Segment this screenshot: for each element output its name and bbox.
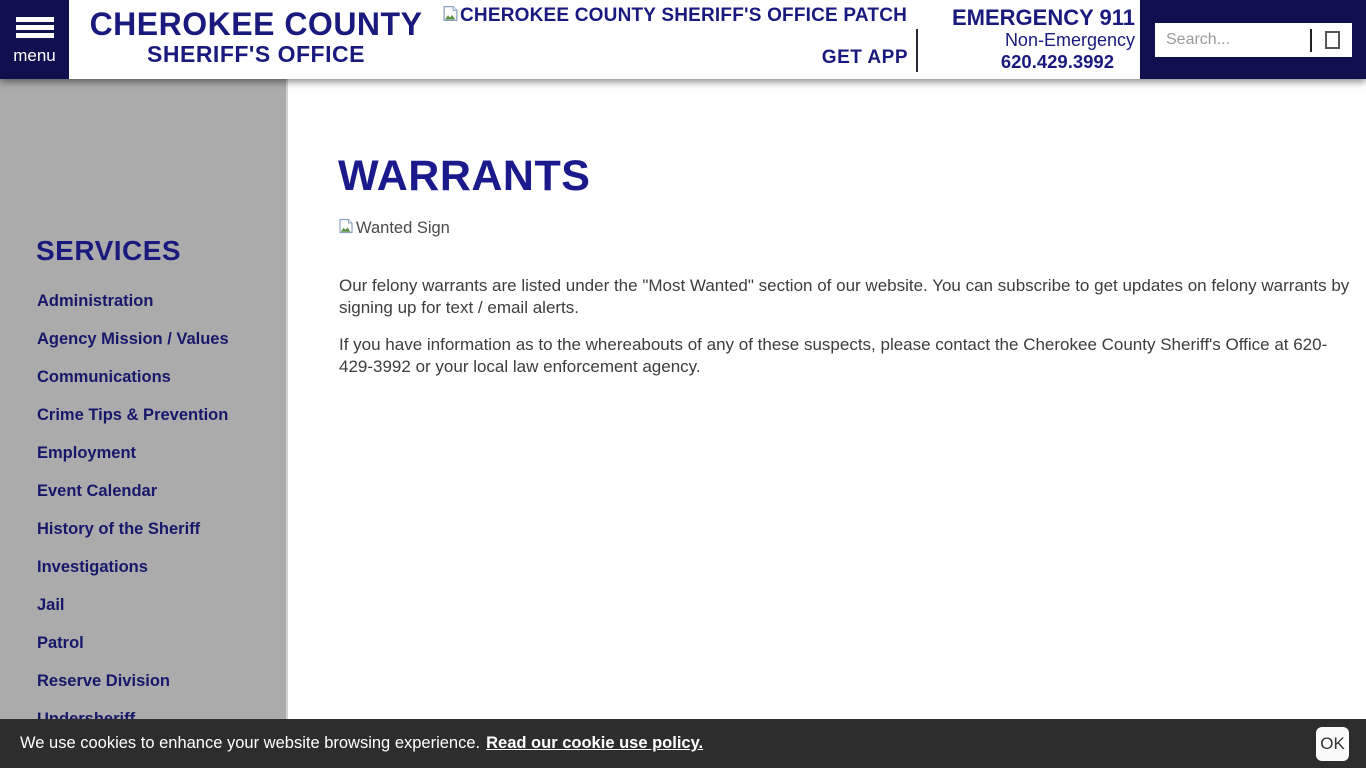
menu-button[interactable]	[0, 0, 69, 79]
non-emergency-label: Non-Emergency	[1004, 30, 1135, 50]
sidebar-item-agency-mission-values[interactable]: Agency Mission / Values	[37, 330, 229, 348]
patch-alt-text: CHEROKEE COUNTY SHERIFF'S OFFICE PATCH	[460, 5, 908, 26]
sidebar-item-administration[interactable]: Administration	[37, 292, 154, 310]
sidebar-nav	[37, 282, 276, 768]
services-sidebar	[0, 79, 288, 719]
search-area	[1140, 0, 1366, 79]
sidebar-item-jail[interactable]: Jail	[37, 596, 65, 614]
paragraph-contact-info: If you have information as to the whereabouts of any of these suspects, please contact the Cherokee County Sheriff's Office at 620-429-3992 or your local law enforcement agency.	[339, 335, 1328, 376]
cookie-ok-button[interactable]: OK	[1316, 727, 1349, 761]
sidebar-item-reserve-division[interactable]: Reserve Division	[37, 672, 170, 690]
cookie-consent-bar	[0, 719, 1366, 768]
sidebar-item-investigations[interactable]: Investigations	[37, 558, 148, 576]
main-content	[290, 79, 1366, 768]
menu-button-label: menu	[13, 46, 56, 65]
get-app-link[interactable]: GET APP	[821, 47, 908, 68]
sidebar-item-employment[interactable]: Employment	[37, 444, 137, 462]
search-input[interactable]	[1155, 31, 1310, 49]
search-submit-button[interactable]	[1312, 23, 1352, 57]
page-title: WARRANTS	[338, 152, 591, 200]
paragraph-warrants-info: Our felony warrants are listed under the "Most Wanted" section of our website. You can subscribe to get updates on felony warrants by signing up for text / email alerts.	[339, 276, 1350, 317]
sidebar-item-history-of-the-sheriff[interactable]: History of the Sheriff	[37, 520, 201, 538]
sidebar-heading-services[interactable]: SERVICES	[36, 235, 182, 266]
sidebar-item-crime-tips-prevention[interactable]: Crime Tips & Prevention	[37, 406, 229, 424]
sidebar-item-communications[interactable]: Communications	[37, 368, 171, 386]
hamburger-icon	[16, 17, 54, 22]
search-icon	[1325, 31, 1340, 49]
page-body-text	[339, 275, 1351, 377]
broken-image-icon	[442, 5, 459, 27]
non-emergency-phone: 620.429.3992	[1000, 51, 1114, 72]
site-header	[0, 0, 1366, 79]
logo-line2: SHERIFF'S OFFICE	[147, 41, 365, 67]
sidebar-item-event-calendar[interactable]: Event Calendar	[37, 482, 158, 500]
site-logo[interactable]	[78, 7, 434, 66]
emergency-info	[905, 6, 1135, 72]
search-box	[1155, 23, 1352, 57]
logo-line1: CHEROKEE COUNTY	[89, 6, 423, 42]
wanted-sign-broken-image	[338, 218, 450, 239]
cookie-policy-link[interactable]: Read our cookie use policy.	[486, 734, 704, 752]
wanted-sign-alt-text: Wanted Sign	[356, 219, 450, 237]
sidebar-item-patrol[interactable]: Patrol	[37, 634, 84, 652]
cookie-message: We use cookies to enhance your website browsing experience.	[20, 734, 481, 752]
sheriff-patch-broken-image[interactable]	[442, 5, 907, 27]
broken-image-icon	[338, 218, 354, 239]
emergency-911-text: EMERGENCY 911	[951, 5, 1135, 30]
